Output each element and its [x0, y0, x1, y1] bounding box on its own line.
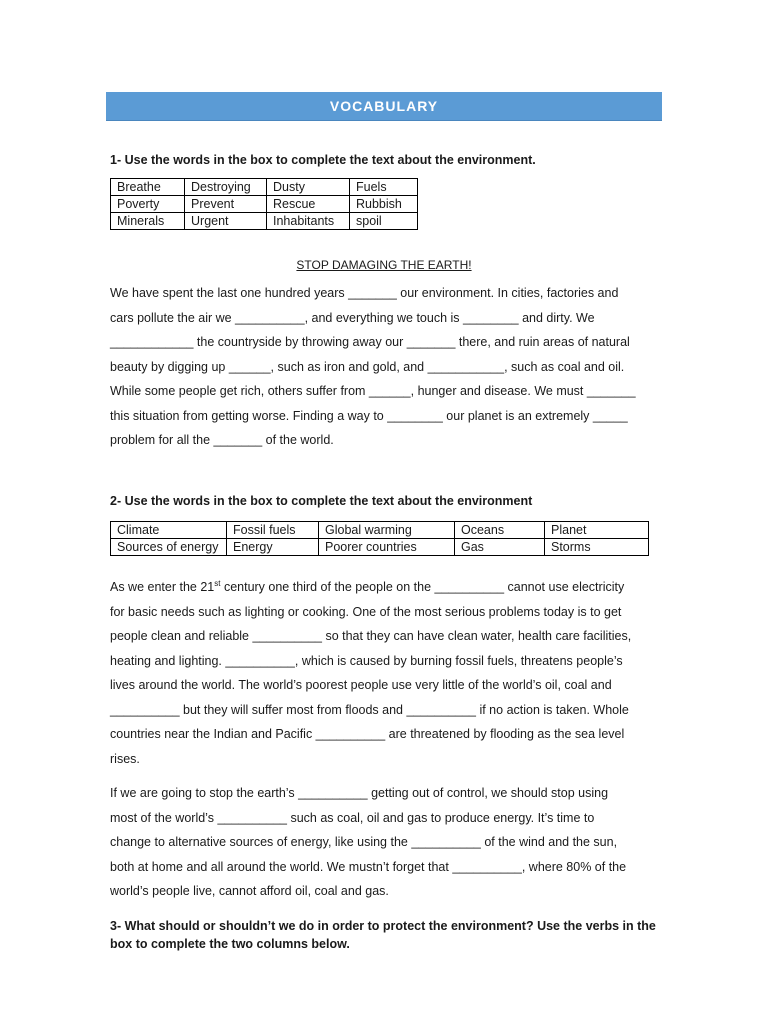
text-line: countries near the Indian and Pacific __________ are threatened by flooding as the sea level — [110, 727, 625, 741]
word-cell: Rubbish — [350, 196, 418, 213]
instruction-line: box to complete the two columns below. — [110, 937, 350, 951]
text-segment: century one third of the people on the __________ cannot use electricity — [220, 580, 625, 594]
text-line: __________ but they will suffer most from floods and __________ if no action is taken. Whole — [110, 702, 629, 717]
word-cell: Oceans — [455, 522, 545, 539]
word-cell: Gas — [455, 539, 545, 556]
text-line: problem for all the _______ of the world. — [110, 433, 334, 447]
word-cell: Global warming — [319, 522, 455, 539]
q1-text — [110, 281, 658, 453]
text-line: If we are going to stop the earth’s __________ getting out of control, we should stop using — [110, 786, 609, 800]
text-line: this situation from getting worse. Finding a way to ________ our planet is an extremely _____ — [110, 408, 628, 423]
q3-instruction — [110, 917, 666, 953]
text-line: beauty by digging up ______, such as iron and gold, and ___________, such as coal and oil. — [110, 359, 625, 374]
word-cell: spoil — [350, 213, 418, 230]
word-cell: Rescue — [267, 196, 350, 213]
q2-word-box — [110, 521, 649, 556]
text-line: change to alternative sources of energy, like using the __________ of the wind and the sun, — [110, 835, 618, 849]
instruction-line: 3- What should or shouldn’t we do in order to protect the environment? Use the verbs in the — [110, 919, 656, 933]
word-row — [111, 522, 649, 539]
ordinal-suffix: st — [214, 578, 221, 588]
text-line: for basic needs such as lighting or cooking. One of the most serious problems today is to get — [110, 604, 622, 619]
text-line: people clean and reliable __________ so that they can have clean water, health care facilities, — [110, 629, 632, 643]
text-line: While some people get rich, others suffer from ______, hunger and disease. We must _______ — [110, 384, 636, 398]
text-line: rises. — [110, 751, 140, 766]
text-line: cars pollute the air we __________, and everything we touch is ________ and dirty. We — [110, 310, 595, 325]
word-row — [111, 196, 418, 213]
text-line: We have spent the last one hundred years _______ our environment. In cities, factories and — [110, 286, 619, 300]
q2-paragraph-1 — [110, 575, 658, 771]
q1-word-box — [110, 178, 418, 230]
text-line — [110, 575, 658, 600]
text-heading: STOP DAMAGING THE EARTH! — [296, 258, 472, 272]
word-row — [111, 539, 649, 556]
vocabulary-banner — [106, 92, 662, 121]
word-cell: Inhabitants — [267, 213, 350, 230]
word-cell: Dusty — [267, 179, 350, 196]
word-cell: Poorer countries — [319, 539, 455, 556]
text-line: world’s people live, cannot afford oil, coal and gas. — [110, 884, 389, 898]
word-cell: Fossil fuels — [227, 522, 319, 539]
text-line: both at home and all around the world. We mustn’t forget that __________, where 80% of the — [110, 859, 627, 874]
word-cell: Breathe — [111, 179, 185, 196]
word-cell: Energy — [227, 539, 319, 556]
word-cell: Prevent — [185, 196, 267, 213]
word-cell: Climate — [111, 522, 227, 539]
word-cell: Urgent — [185, 213, 267, 230]
word-cell: Sources of energy — [111, 539, 227, 556]
word-cell: Planet — [545, 522, 649, 539]
word-cell: Storms — [545, 539, 649, 556]
word-cell: Fuels — [350, 179, 418, 196]
q2-instruction: 2- Use the words in the box to complete the text about the environment — [110, 494, 533, 508]
q2-paragraph-2 — [110, 781, 658, 904]
word-cell: Poverty — [111, 196, 185, 213]
text-line: most of the world’s __________ such as coal, oil and gas to produce energy. It’s time to — [110, 810, 595, 825]
word-row — [111, 213, 418, 230]
text-line: lives around the world. The world’s poorest people use very little of the world’s oil, coal and — [110, 678, 612, 692]
text-segment: As we enter the 21 — [110, 580, 215, 594]
word-cell: Minerals — [111, 213, 185, 230]
banner-title: VOCABULARY — [329, 98, 439, 114]
word-cell: Destroying — [185, 179, 267, 196]
text-line: heating and lighting. __________, which is caused by burning fossil fuels, threatens people’s — [110, 653, 623, 668]
q1-instruction: 1- Use the words in the box to complete the text about the environment. — [110, 153, 536, 167]
word-row — [111, 179, 418, 196]
text-line: ____________ the countryside by throwing away our _______ there, and ruin areas of natural — [110, 335, 630, 349]
